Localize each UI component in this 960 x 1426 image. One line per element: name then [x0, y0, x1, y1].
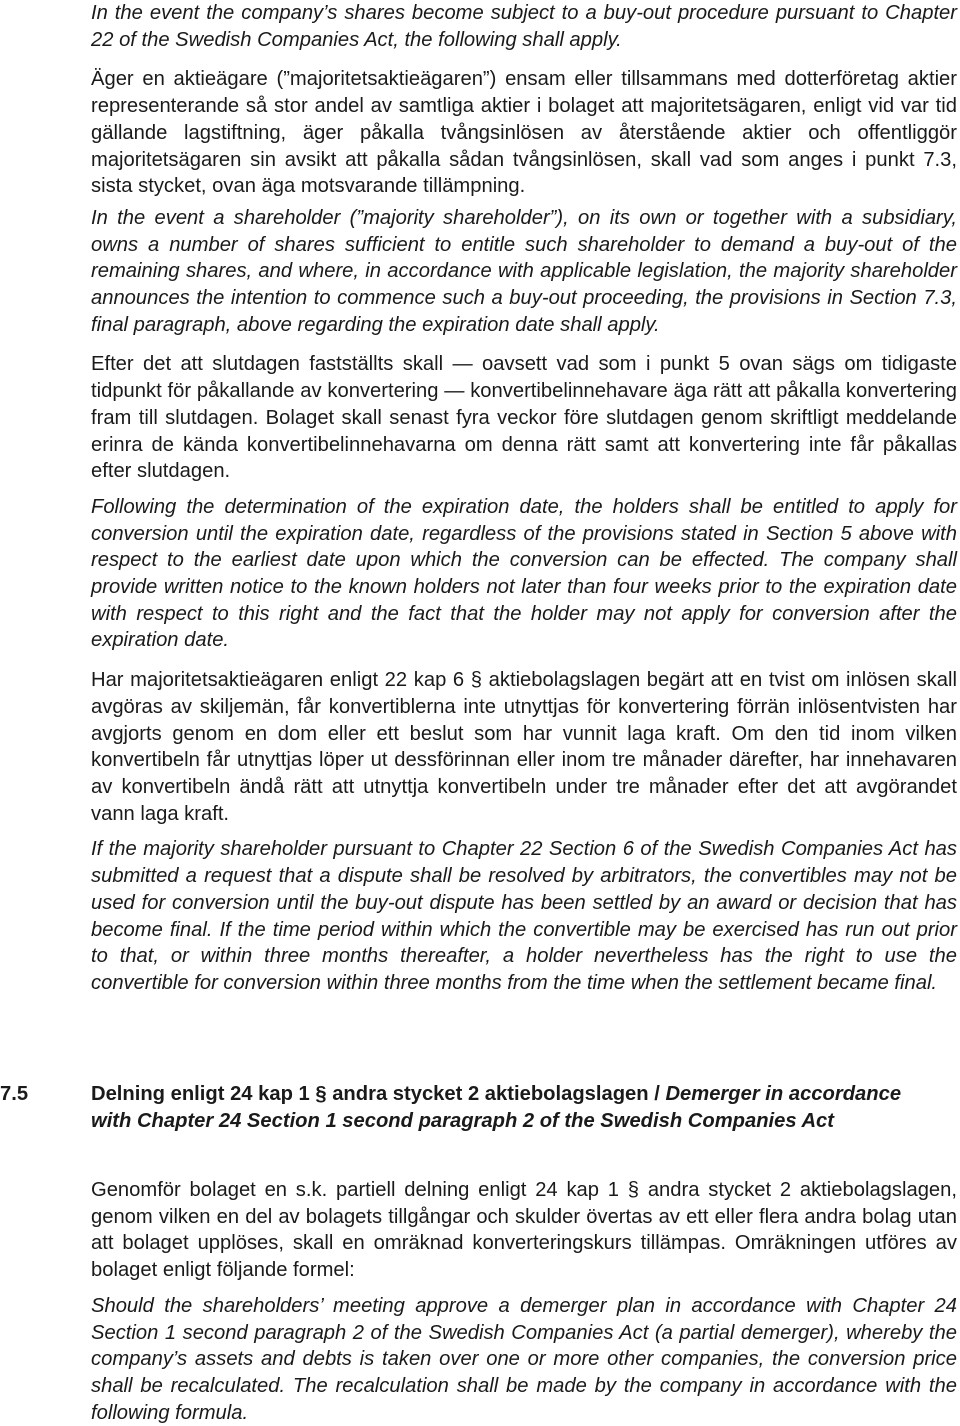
- section-number: 7.5: [0, 1083, 29, 1105]
- document-body: [91, 0, 957, 997]
- paragraph-sv: Efter det att slutdagen fastställts skall — oavsett vad som i punkt 5 ovan sägs om tidigaste tidpunkt för påkallande av konvertering — konvertibelinnehavare äga rätt att påkalla konvertering fram till slutdagen. Bolaget skall senast fyra veckor före slutdagen genom skriftligt meddelande erinra de kända konvertibelinnehavarna om denna rätt samt att konvertering inte får påkallas efter slutdagen.: [91, 353, 957, 483]
- paragraph-sv: Genomför bolaget en s.k. partiell delning enligt 24 kap 1 § andra stycket 2 aktiebolagslagen, genom vilken en del av bolagets tillgångar och skulder övertas av ett eller flera andra bolag utan att bolaget upplöses, skall en omräknad konverteringskurs tillämpas. Omräkningen utföres av bolaget enligt följande formel:: [91, 1179, 957, 1282]
- paragraph-en: In the event the company’s shares become subject to a buy-out procedure pursuant to Chapter 22 of the Swedish Companies Act, the following shall apply.: [91, 2, 957, 51]
- paragraph-sv: Äger en aktieägare (”majoritetsaktieägaren”) ensam eller tillsammans med dotterföretag aktier representerande så stor andel av samtliga aktier i bolaget att majoritetsägaren, enligt vid var tid gällande lagstiftning, äger påkalla tvångsinlösen av återstående aktier och offentliggör majoritetsägaren sin avsikt att påkalla sådan tvångsinlösen, skall vad som anges i punkt 7.3, sista stycket, ovan äga motsvarande tillämpning.: [91, 68, 957, 198]
- paragraph-en: Should the shareholders’ meeting approve a demerger plan in accordance with Chapter 24 Section 1 second paragraph 2 of the Swedish Companies Act (a partial demerger), whereby the company’s assets and debts is taken over one or more other companies, the conversion price shall be recalculated. The recalculation shall be made by the company in accordance with the following formula.: [91, 1294, 957, 1424]
- paragraph-en: If the majority shareholder pursuant to Chapter 22 Section 6 of the Swedish Companies Act has submitted a request that a dispute shall be resolved by arbitrators, the convertibles may not be used for conversion until the buy-out dispute has been settled by an award or decision that has become final. If the time period within which the convertible may be exercised has run out prior to that, or within three months thereafter, a holder nevertheless has the right to use the convertible for conversion within three months from the time when the settlement became final.: [91, 838, 957, 994]
- paragraph-sv: Har majoritetsaktieägaren enligt 22 kap 6 § aktiebolagslagen begärt att en tvist om inlösen skall avgöras av skiljemän, får konvertiblerna inte utnyttjas för konvertering förrän inlösentvisten har avgjorts genom en dom eller ett beslut som har vunnit laga kraft. Om den tid inom vilken konvertibeln får utnyttjas löper ut dessförinnan eller inom tre månader därefter, har innehavaren av konvertibeln ändå rätt att utnyttja konvertibeln under tre månader efter det att avgörandet vann laga kraft.: [91, 669, 957, 825]
- paragraph-en: Following the determination of the expiration date, the holders shall be entitled to apply for conversion until the expiration date, regardless of the provisions stated in Section 5 above with respect to the earliest date upon which the conversion can be effected. The company shall provide written notice to the known holders not later than four weeks prior to the expiration date with respect to this right and the fact that the holder may not apply for conversion after the expiration date.: [91, 495, 957, 652]
- section-body: [91, 1177, 957, 1426]
- section-title-sv: Delning enligt 24 kap 1 § andra stycket 2 aktiebolagslagen /: [91, 1083, 660, 1105]
- section-title-en: Demerger in accordance with Chapter 24 Section 1 second paragraph 2 of the Swedish Companies Act: [91, 1083, 902, 1132]
- section-title: [91, 1081, 921, 1135]
- paragraph-en: In the event a shareholder (”majority shareholder”), on its own or together with a subsidiary, owns a number of shares sufficient to entitle such shareholder to demand a buy-out of the remaining shares, and where, in accordance with applicable legislation, the majority shareholder announces the intention to commence such a buy-out proceeding, the provisions in Section 7.3, final paragraph, above regarding the expiration date shall apply.: [91, 206, 957, 336]
